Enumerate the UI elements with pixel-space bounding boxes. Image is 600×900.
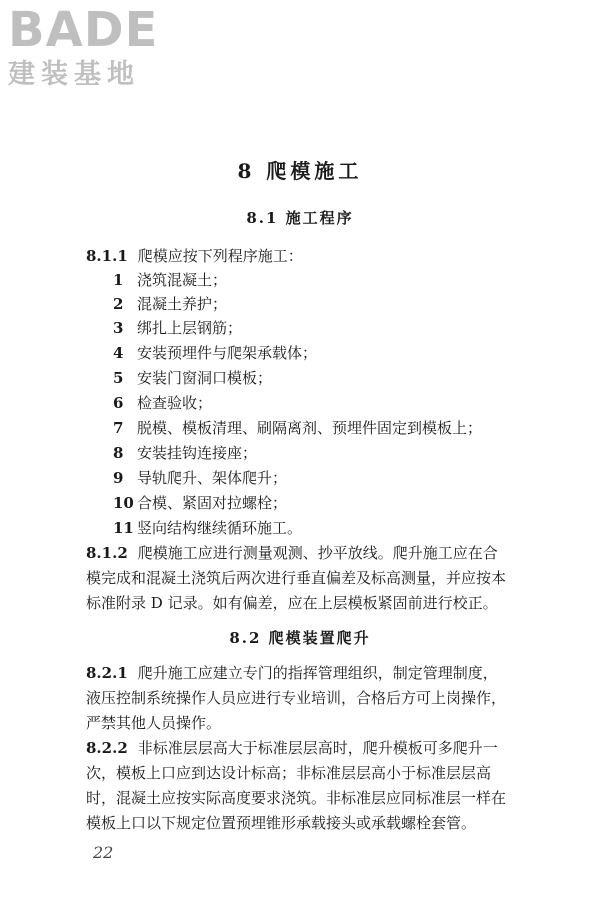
- step-text: 检查验收；: [137, 394, 213, 412]
- step-text: 竖向结构继续循环施工。: [137, 519, 303, 537]
- clause-text: 非标准层层高大于标准层层高时，爬升模板可多爬升一: [137, 739, 498, 757]
- clause-8-2-1-line-2: 液压控制系统操作人员应进行专业培训，合格后方可上岗操作，: [86, 689, 507, 707]
- step-number: 10: [113, 494, 134, 512]
- step-text: 绑扎上层钢筋；: [137, 319, 243, 337]
- step-item: [113, 344, 317, 362]
- clause-number: 8.1.1: [86, 247, 128, 265]
- clause-text: 爬升施工应建立专门的指挥管理组织，制定管理制度，: [137, 664, 498, 682]
- clause-8-2-2-line-3: 时，混凝土应按实际高度要求浇筑。非标准层应同标准层一样在: [86, 789, 507, 807]
- clause-number: 8.2.2: [86, 739, 128, 757]
- step-text: 安装挂钩连接座；: [137, 444, 258, 462]
- step-number: 3: [113, 319, 124, 337]
- step-item: [113, 394, 212, 412]
- step-item: [113, 369, 272, 387]
- clause-8-1-2-line-1: [86, 544, 498, 562]
- step-item: [113, 519, 302, 537]
- step-item: [113, 419, 482, 437]
- clause-8-1-2-line-3: 标准附录 D 记录。如有偏差，应在上层模板紧固前进行校正。: [86, 594, 498, 612]
- clause-8-1-1: [86, 247, 303, 265]
- clause-8-1-2-line-2: 模完成和混凝土浇筑后两次进行垂直偏差及标高测量，并应按本: [86, 569, 507, 587]
- clause-8-2-1-line-1: [86, 664, 498, 682]
- step-number: 11: [113, 519, 134, 537]
- step-item: [113, 319, 242, 337]
- clause-number: 8.1.2: [86, 544, 128, 562]
- step-number: 2: [113, 295, 124, 313]
- step-number: 9: [113, 469, 124, 487]
- clause-8-2-2-line-4: 模板上口以下规定位置预埋锥形承载接头或承载螺栓套管。: [86, 814, 477, 832]
- step-text: 导轨爬升、架体爬升；: [137, 469, 288, 487]
- step-text: 安装门窗洞口模板；: [137, 369, 273, 387]
- step-number: 8: [113, 444, 124, 462]
- clause-8-2-1-line-3: 严禁其他人员操作。: [86, 714, 222, 732]
- clause-text: 爬模应按下列程序施工：: [137, 247, 303, 265]
- step-item: [113, 494, 287, 512]
- step-item: [113, 469, 287, 487]
- step-text: 安装预埋件与爬架承载体；: [137, 344, 318, 362]
- chapter-title: 8 爬模施工: [237, 159, 363, 183]
- page-number: 22: [93, 843, 114, 862]
- section-title-8-2: 8.2 爬模装置爬升: [229, 629, 371, 647]
- clause-text: 爬模施工应进行测量观测、抄平放线。爬升施工应在合: [137, 544, 498, 562]
- watermark-brand-en: BADE: [8, 2, 159, 58]
- step-item: [113, 271, 227, 289]
- step-number: 5: [113, 369, 124, 387]
- step-item: [113, 444, 257, 462]
- step-text: 脱模、模板清理、刷隔离剂、预埋件固定到模板上；: [137, 419, 483, 437]
- step-number: 7: [113, 419, 124, 437]
- step-text: 浇筑混凝土；: [137, 271, 228, 289]
- step-text: 合模、紧固对拉螺栓；: [137, 494, 288, 512]
- clause-8-2-2-line-2: 次，模板上口应到达设计标高；非标准层层高小于标准层层高: [86, 764, 492, 782]
- watermark-logo: [8, 4, 178, 92]
- section-title-8-1: 8.1 施工程序: [246, 209, 354, 227]
- clause-8-2-2-line-1: [86, 739, 498, 757]
- step-number: 6: [113, 394, 124, 412]
- step-number: 4: [113, 344, 124, 362]
- watermark-brand-cn: 建装基地: [8, 59, 140, 90]
- clause-number: 8.2.1: [86, 664, 128, 682]
- step-item: [113, 295, 227, 313]
- step-number: 1: [113, 271, 124, 289]
- step-text: 混凝土养护；: [137, 295, 228, 313]
